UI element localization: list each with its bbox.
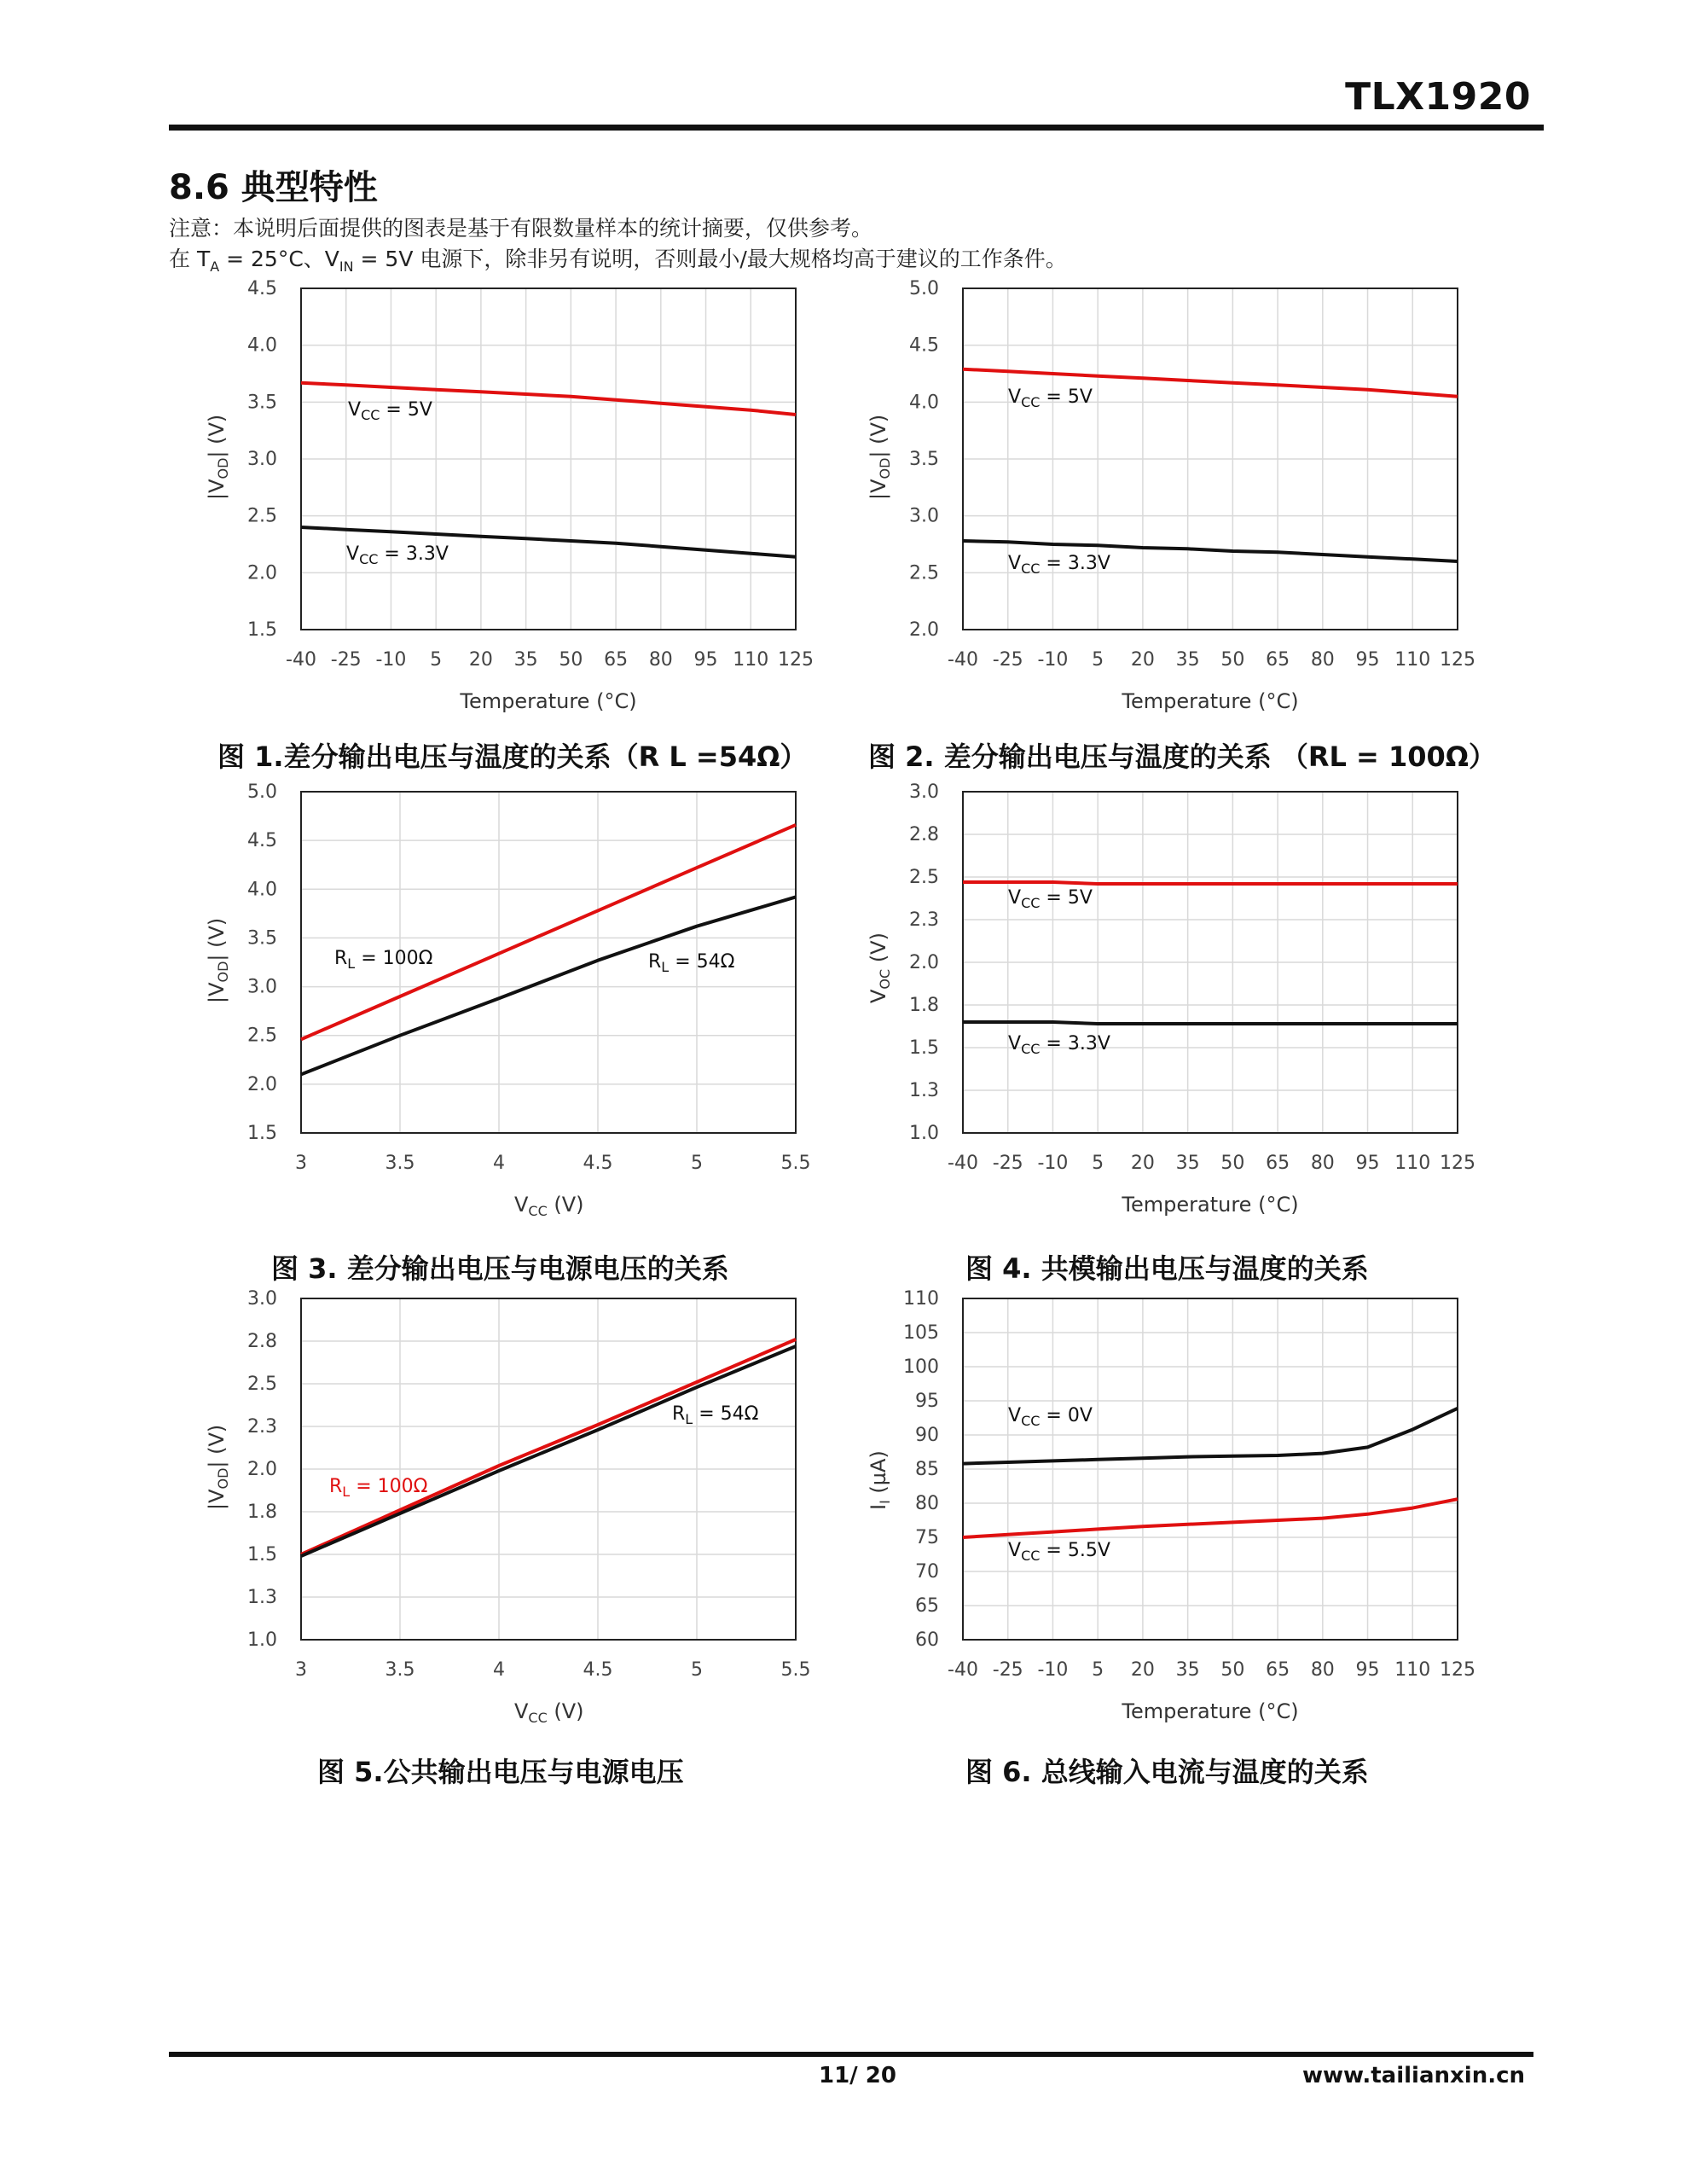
- fig2-series-0-line: [963, 369, 1458, 397]
- fig4-annotation-0-tail: = 5V: [1040, 887, 1093, 909]
- fig2-annotation-0-tail: = 5V: [1040, 386, 1093, 408]
- x-tick-label: 125: [1440, 1659, 1475, 1681]
- fig5-annotation-1-tail: = 54Ω: [693, 1403, 759, 1425]
- caption-fig1: 图 1.差分输出电压与温度的关系（R L =54Ω）: [217, 741, 808, 773]
- fig4-x-axis-label: Temperature (°C): [1122, 1193, 1299, 1217]
- x-tick-label: -40: [286, 649, 316, 671]
- x-tick-label: 5: [691, 1659, 703, 1681]
- fig4-annotation-1: [1008, 1033, 1110, 1057]
- y-tick-label: 2.0: [247, 1459, 277, 1480]
- y-tick-label: 95: [915, 1391, 939, 1412]
- fig5-annotation-0-sub: L: [342, 1484, 351, 1500]
- x-tick-label: -10: [375, 649, 407, 671]
- fig2-y-axis-label-sub: OD: [877, 457, 893, 479]
- fig3-y-axis-label: [205, 918, 231, 1003]
- x-tick-label: -25: [992, 1659, 1023, 1681]
- fig1-y-axis-label: [205, 415, 231, 500]
- y-tick-label: 100: [903, 1356, 939, 1378]
- fig5-x-axis-label-main: V: [514, 1699, 529, 1723]
- fig3-series-0-line: [301, 825, 796, 1039]
- x-tick-label: -40: [948, 1153, 978, 1174]
- fig1-annotation-1-tail: = 3.3V: [378, 543, 449, 565]
- y-tick-label: 2.0: [909, 952, 939, 973]
- fig3-annotation-1-tail: = 54Ω: [669, 951, 735, 973]
- fig1-annotation-0-sub: CC: [361, 407, 380, 423]
- x-tick-label: 35: [1175, 1153, 1200, 1174]
- caption-fig5: 图 5.公共输出电压与电源电压: [317, 1756, 684, 1788]
- fig1-annotation-0-main: V: [348, 399, 362, 421]
- fig2-annotation-1-tail: = 3.3V: [1040, 553, 1110, 574]
- y-tick-label: 70: [915, 1561, 939, 1583]
- x-tick-label: 5: [1092, 1659, 1104, 1681]
- caption-fig2: 图 2. 差分输出电压与温度的关系 （RL = 100Ω）: [868, 741, 1496, 773]
- caption-fig4: 图 4. 共模输出电压与温度的关系: [965, 1252, 1369, 1285]
- fig2-annotation-1: [1008, 553, 1110, 577]
- y-tick-label: 4.0: [247, 334, 277, 357]
- note-line-1: 注意：本说明后面提供的图表是基于有限数量样本的统计摘要，仅供参考。: [169, 216, 873, 241]
- x-tick-label: 5: [430, 649, 443, 671]
- y-tick-label: 85: [915, 1459, 939, 1480]
- x-tick-label: 5: [691, 1153, 703, 1174]
- x-tick-label: 3: [295, 1153, 307, 1174]
- fig2-annotation-0: [1008, 386, 1093, 410]
- fig5-y-axis-label-sub: OD: [215, 1467, 231, 1490]
- fig6-x-axis-label: Temperature (°C): [1122, 1699, 1299, 1723]
- y-tick-label: 3.0: [909, 505, 939, 527]
- fig2-y-axis-label: [867, 415, 893, 500]
- x-tick-label: 80: [1310, 1153, 1335, 1174]
- fig4-annotation-0-main: V: [1008, 887, 1022, 909]
- document-title: TLX1920: [1345, 75, 1531, 119]
- fig2-series-1-line: [963, 541, 1458, 561]
- y-tick-label: 1.5: [247, 619, 277, 641]
- header-rule: [169, 125, 1544, 131]
- y-tick-label: 2.5: [247, 1025, 277, 1047]
- x-tick-label: 3.5: [385, 1153, 415, 1174]
- fig4-y-axis-label-tail: (V): [867, 932, 890, 969]
- y-tick-label: 3.0: [247, 976, 277, 998]
- x-tick-label: 20: [1130, 1153, 1155, 1174]
- fig3-annotation-0-main: R: [334, 948, 348, 969]
- chart-fig5: [188, 1285, 836, 1728]
- fig6-y-axis-label-tail: (µA): [867, 1450, 890, 1501]
- x-tick-label: 95: [1355, 1153, 1380, 1174]
- caption-fig3: 图 3. 差分输出电压与电源电压的关系: [271, 1252, 729, 1285]
- fig5-annotation-1-main: R: [672, 1403, 686, 1425]
- fig5-y-axis-label-main: |V: [205, 1489, 229, 1510]
- x-tick-label: 35: [513, 649, 538, 671]
- y-tick-label: 2.0: [247, 1073, 277, 1095]
- y-tick-label: 2.5: [247, 1374, 277, 1395]
- x-tick-label: 50: [559, 649, 583, 671]
- x-tick-label: 65: [1266, 649, 1290, 671]
- fig1-y-axis-label-tail: | (V): [205, 414, 229, 458]
- y-tick-label: 1.0: [909, 1123, 939, 1144]
- y-tick-label: 1.5: [247, 1123, 277, 1144]
- fig4-annotation-1-sub: CC: [1021, 1041, 1041, 1057]
- y-tick-label: 1.8: [909, 995, 939, 1016]
- x-tick-label: 4.5: [583, 1153, 613, 1174]
- x-tick-label: 80: [1310, 649, 1335, 671]
- fig3-x-axis-label-tail: (V): [547, 1193, 584, 1217]
- fig1-annotation-0-tail: = 5V: [380, 399, 432, 421]
- x-tick-label: 20: [468, 649, 493, 671]
- fig6-series-1-line: [963, 1499, 1458, 1537]
- chart-fig3: [188, 778, 836, 1222]
- x-tick-label: 65: [1266, 1659, 1290, 1681]
- y-tick-label: 2.0: [247, 562, 277, 584]
- fig3-y-axis-label-tail: | (V): [205, 917, 229, 961]
- x-tick-label: 110: [1394, 1659, 1431, 1681]
- y-tick-label: 2.5: [909, 562, 939, 584]
- footer-url: www.tailianxin.cn: [1301, 2063, 1525, 2088]
- fig1-annotation-1-main: V: [346, 543, 360, 565]
- fig2-y-axis-label-main: |V: [867, 479, 890, 500]
- chart-fig4: [849, 778, 1498, 1222]
- x-tick-label: -25: [992, 649, 1023, 671]
- fig4-grid: [963, 792, 1458, 1133]
- y-tick-label: 4.5: [247, 830, 277, 852]
- fig5-x-axis-label: [514, 1699, 584, 1726]
- fig4-y-axis-label-main: V: [867, 989, 890, 1003]
- fig2-y-axis-label-tail: | (V): [867, 414, 890, 458]
- fig5-svg: [188, 1285, 836, 1728]
- fig3-annotation-1-main: R: [648, 951, 662, 973]
- x-tick-label: 3.5: [385, 1659, 415, 1681]
- fig1-svg: [188, 275, 836, 718]
- fig6-annotation-1-tail: = 5.5V: [1040, 1540, 1110, 1561]
- x-tick-label: -25: [330, 649, 362, 671]
- x-tick-label: 110: [1394, 1153, 1431, 1174]
- fig4-annotation-0: [1008, 887, 1093, 911]
- x-tick-label: 125: [1440, 1153, 1475, 1174]
- y-tick-label: 1.3: [909, 1080, 939, 1101]
- x-tick-label: 125: [1440, 649, 1475, 671]
- x-tick-label: 50: [1220, 1659, 1245, 1681]
- x-tick-label: 4: [493, 1659, 505, 1681]
- fig5-annotation-1-sub: L: [685, 1411, 693, 1427]
- fig3-annotation-0-sub: L: [347, 956, 356, 972]
- y-tick-label: 3.0: [909, 781, 939, 803]
- y-tick-label: 4.5: [247, 278, 277, 299]
- x-tick-label: 110: [733, 649, 769, 671]
- fig5-x-axis-label-tail: (V): [547, 1699, 584, 1723]
- fig4-series-1-line: [963, 1022, 1458, 1024]
- fig3-x-axis-label-sub: CC: [528, 1203, 548, 1219]
- y-tick-label: 2.8: [247, 1331, 277, 1352]
- fig5-annotation-0-tail: = 100Ω: [350, 1476, 428, 1497]
- y-tick-label: 3.0: [247, 1288, 277, 1310]
- fig3-annotation-0: [334, 948, 432, 972]
- y-tick-label: 80: [915, 1493, 939, 1514]
- fig2-annotation-1-main: V: [1008, 553, 1022, 574]
- fig2-grid: [963, 288, 1458, 630]
- fig3-annotation-0-tail: = 100Ω: [355, 948, 433, 969]
- section-title: 8.6 典型特性: [169, 168, 378, 207]
- x-tick-label: 125: [778, 649, 814, 671]
- fig3-y-axis-label-sub: OD: [215, 961, 231, 983]
- x-tick-label: 65: [604, 649, 629, 671]
- x-tick-label: -25: [992, 1153, 1023, 1174]
- x-tick-label: 20: [1130, 1659, 1155, 1681]
- y-tick-label: 4.5: [909, 334, 939, 357]
- fig5-y-axis-label-tail: | (V): [205, 1424, 229, 1468]
- y-tick-label: 3.5: [909, 449, 939, 470]
- fig1-annotation-0: [348, 399, 432, 423]
- fig1-annotation-1: [346, 543, 449, 567]
- fig6-y-axis-label: [867, 1450, 893, 1510]
- fig4-series-0-line: [963, 882, 1458, 884]
- y-tick-label: 2.3: [909, 909, 939, 931]
- x-tick-label: 80: [1310, 1659, 1335, 1681]
- y-tick-label: 1.8: [247, 1502, 277, 1523]
- fig6-annotation-0: [1008, 1405, 1093, 1429]
- fig3-series-1-line: [301, 897, 796, 1074]
- fig1-annotation-1-sub: CC: [359, 551, 379, 567]
- fig4-svg: [849, 778, 1498, 1222]
- fig6-y-axis-label-sub: I: [877, 1500, 893, 1504]
- y-tick-label: 3.0: [247, 449, 277, 470]
- x-tick-label: 50: [1220, 649, 1245, 671]
- x-tick-label: 4.5: [583, 1659, 613, 1681]
- x-tick-label: 50: [1220, 1153, 1245, 1174]
- y-tick-label: 4.0: [909, 392, 939, 414]
- chart-fig1: [188, 275, 836, 718]
- x-tick-label: -10: [1037, 1153, 1069, 1174]
- footer-rule: [169, 2052, 1533, 2057]
- caption-fig6: 图 6. 总线输入电流与温度的关系: [965, 1756, 1369, 1788]
- x-tick-label: 95: [1355, 1659, 1380, 1681]
- y-tick-label: 110: [903, 1288, 939, 1310]
- y-tick-label: 1.5: [247, 1544, 277, 1565]
- x-tick-label: 110: [1394, 649, 1431, 671]
- fig5-grid: [301, 1298, 796, 1640]
- x-tick-label: 3: [295, 1659, 307, 1681]
- page-number: 11/ 20: [819, 2063, 896, 2088]
- fig5-annotation-0: [329, 1476, 427, 1500]
- fig3-annotation-1: [648, 951, 734, 975]
- y-tick-label: 105: [903, 1322, 939, 1344]
- fig5-x-axis-label-sub: CC: [528, 1710, 548, 1726]
- x-tick-label: 5: [1092, 1153, 1104, 1174]
- x-tick-label: 80: [648, 649, 673, 671]
- x-tick-label: 5.5: [780, 1153, 811, 1174]
- fig3-x-axis-label: [514, 1193, 584, 1219]
- fig6-annotation-0-sub: CC: [1021, 1413, 1041, 1429]
- fig6-annotation-0-main: V: [1008, 1405, 1022, 1426]
- x-tick-label: 4: [493, 1153, 505, 1174]
- fig5-annotation-1: [672, 1403, 758, 1427]
- y-tick-label: 1.5: [909, 1037, 939, 1059]
- fig6-annotation-1-main: V: [1008, 1540, 1022, 1561]
- y-tick-label: 1.3: [247, 1587, 277, 1608]
- fig2-x-axis-label: Temperature (°C): [1122, 689, 1299, 713]
- y-tick-label: 2.3: [247, 1416, 277, 1438]
- x-tick-label: 35: [1175, 1659, 1200, 1681]
- fig6-annotation-1: [1008, 1540, 1110, 1564]
- x-tick-label: 65: [1266, 1153, 1290, 1174]
- fig6-y-axis-label-main: I: [867, 1503, 890, 1510]
- fig6-grid: [963, 1298, 1458, 1640]
- fig3-x-axis-label-main: V: [514, 1193, 529, 1217]
- y-tick-label: 75: [915, 1527, 939, 1548]
- y-tick-label: 3.5: [247, 392, 277, 414]
- fig2-annotation-0-sub: CC: [1021, 394, 1041, 410]
- x-tick-label: 35: [1175, 649, 1200, 671]
- fig4-annotation-1-tail: = 3.3V: [1040, 1033, 1110, 1054]
- fig5-annotation-0-main: R: [329, 1476, 343, 1497]
- fig6-annotation-1-sub: CC: [1021, 1548, 1041, 1564]
- chart-fig2: [849, 275, 1498, 718]
- fig4-y-axis-label-sub: OC: [877, 968, 893, 990]
- x-tick-label: -10: [1037, 1659, 1069, 1681]
- x-tick-label: 95: [1355, 649, 1380, 671]
- fig2-annotation-0-main: V: [1008, 386, 1022, 408]
- fig1-y-axis-label-sub: OD: [215, 457, 231, 479]
- fig2-annotation-1-sub: CC: [1021, 561, 1041, 577]
- x-tick-label: 20: [1130, 649, 1155, 671]
- fig5-y-axis-label: [205, 1425, 231, 1510]
- x-tick-label: -40: [948, 1659, 978, 1681]
- fig1-grid: [301, 288, 796, 630]
- y-tick-label: 2.5: [247, 505, 277, 527]
- y-tick-label: 2.0: [909, 619, 939, 641]
- y-tick-label: 2.8: [909, 824, 939, 845]
- fig3-svg: [188, 778, 836, 1222]
- fig3-annotation-1-sub: L: [661, 959, 670, 975]
- y-tick-label: 60: [915, 1629, 939, 1651]
- x-tick-label: 5: [1092, 649, 1104, 671]
- y-tick-label: 5.0: [909, 278, 939, 299]
- fig1-y-axis-label-main: |V: [205, 479, 229, 500]
- y-tick-label: 90: [915, 1425, 939, 1446]
- fig4-y-axis-label: [867, 932, 893, 1003]
- fig3-y-axis-label-main: |V: [205, 982, 229, 1003]
- fig2-svg: [849, 275, 1498, 718]
- x-tick-label: 5.5: [780, 1659, 811, 1681]
- x-tick-label: -40: [948, 649, 978, 671]
- fig1-x-axis-label: Temperature (°C): [460, 689, 637, 713]
- y-tick-label: 3.5: [247, 927, 277, 950]
- y-tick-label: 2.5: [909, 867, 939, 888]
- y-tick-label: 4.0: [247, 879, 277, 901]
- fig4-annotation-0-sub: CC: [1021, 895, 1041, 911]
- fig5-series-1-line: [301, 1346, 796, 1556]
- fig5-series-0-line: [301, 1339, 796, 1554]
- x-tick-label: 95: [693, 649, 718, 671]
- fig4-annotation-1-main: V: [1008, 1033, 1022, 1054]
- y-tick-label: 65: [915, 1595, 939, 1617]
- y-tick-label: 1.0: [247, 1629, 277, 1651]
- y-tick-label: 5.0: [247, 781, 277, 803]
- fig6-annotation-0-tail: = 0V: [1040, 1405, 1093, 1426]
- fig6-svg: [849, 1285, 1498, 1728]
- chart-fig6: [849, 1285, 1498, 1728]
- x-tick-label: -10: [1037, 649, 1069, 671]
- note-line-2: 在 $T_A = 25^\circ C$、$V_{IN} = 5V$ 电源下，除非另有说明，否则最小/最大规格均高于建议的工作条件。: [169, 247, 1067, 275]
